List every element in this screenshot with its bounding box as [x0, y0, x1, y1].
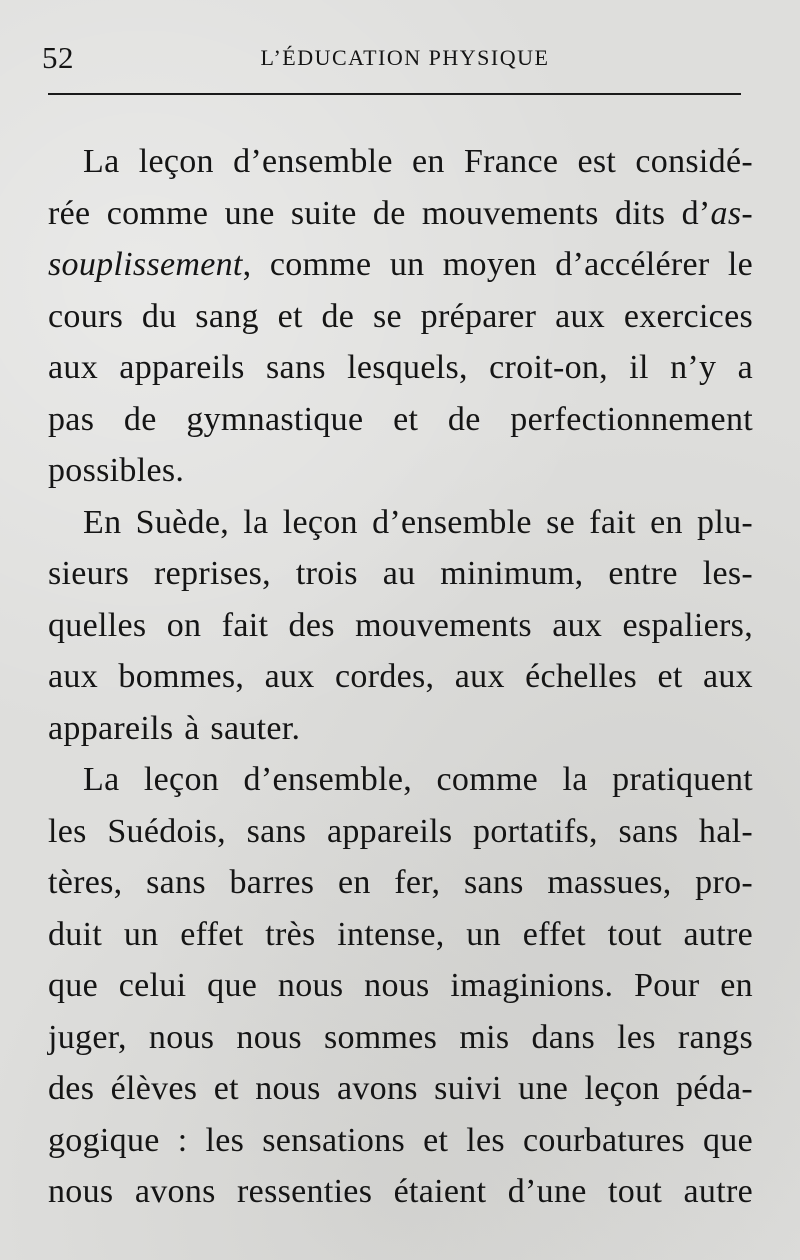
text-line: duit un effet très intense, un effet tout autre [48, 915, 753, 953]
text-line: gogique : les sensations et les courbatures que [48, 1121, 753, 1159]
page-number: 52 [42, 40, 74, 75]
header-rule [48, 93, 741, 95]
text-line: sieurs reprises, trois au minimum, entre les- [48, 555, 753, 592]
text-line [48, 239, 753, 291]
text-line: pas de gymnastique et de perfectionnement [48, 400, 753, 438]
text-line: possibles. [48, 452, 185, 489]
page-header [40, 38, 750, 78]
running-title: L’ÉDUCATION PHYSIQUE [260, 45, 550, 70]
text-line: aux bommes, aux cordes, aux échelles et aux [48, 658, 753, 695]
line-text: , comme un moyen d’accélérer le [242, 246, 753, 283]
text-line [48, 188, 753, 240]
text-line: aux appareils sans lesquels, croit-on, il n’y a [48, 349, 753, 386]
text-line: En Suède, la leçon d’ensemble se fait en plu- [83, 503, 753, 541]
text-line: les Suédois, sans appareils portatifs, sans hal- [48, 812, 753, 850]
line-text: rée comme une suite de mouvements dits d’ [48, 194, 711, 232]
text-line: nous avons ressenties étaient d’une tout autre [48, 1173, 753, 1210]
text-line: La leçon d’ensemble, comme la pratiquent [83, 761, 753, 798]
text-line: des élèves et nous avons suivi une leçon péda- [48, 1070, 753, 1107]
text-line: La leçon d’ensemble en France est considé- [83, 143, 753, 180]
body-text [48, 136, 753, 1218]
italic-text: as- [710, 194, 753, 232]
text-line: quelles on fait des mouvements aux espaliers, [48, 606, 753, 644]
text-line: cours du sang et de se préparer aux exercices [48, 297, 753, 335]
text-line: juger, nous nous sommes mis dans les rangs [48, 1018, 753, 1056]
italic-text: souplissement [48, 246, 243, 283]
text-line: appareils à sauter. [48, 709, 301, 747]
text-line: tères, sans barres en fer, sans massues, pro- [48, 864, 753, 901]
text-line: que celui que nous nous imaginions. Pour en [48, 967, 753, 1004]
